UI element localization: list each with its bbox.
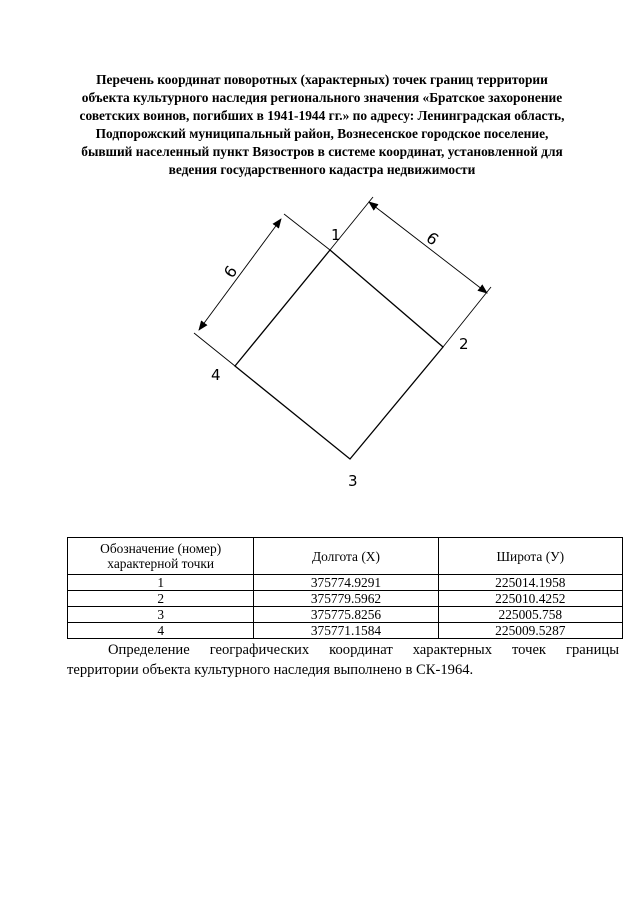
point-label: 3 xyxy=(348,472,358,490)
column-header: Долгота (X) xyxy=(254,538,438,575)
latitude-cell: 225010.4252 xyxy=(438,591,622,607)
point-number-cell: 4 xyxy=(68,623,254,639)
point-number-cell: 1 xyxy=(68,575,254,591)
longitude-cell: 375771.1584 xyxy=(254,623,438,639)
note-word: Определение xyxy=(108,642,190,658)
table-row xyxy=(68,607,623,623)
table-header-row xyxy=(68,538,623,575)
note-word: характерных xyxy=(412,642,493,658)
dimension-label: 6 xyxy=(422,228,443,250)
title-line: Перечень координат поворотных (характерных) точек границ территории xyxy=(96,72,548,87)
dimension-line-top-right xyxy=(369,202,487,293)
table-row xyxy=(68,591,623,607)
note-word: границы xyxy=(566,642,619,658)
point-number-cell: 2 xyxy=(68,591,254,607)
table-row xyxy=(68,575,623,591)
title-line: бывший населенный пункт Вязостров в системе координат, установленной для xyxy=(81,144,563,159)
note-word: точек xyxy=(512,642,547,658)
boundary-square xyxy=(235,250,443,459)
point-number-cell: 3 xyxy=(68,607,254,623)
extension-line xyxy=(284,214,330,250)
title-line: советских воинов, погибших в 1941-1944 гг.» по адресу: Ленинградская область, xyxy=(79,108,565,123)
column-header: Широта (У) xyxy=(438,538,622,575)
point-label: 4 xyxy=(211,366,221,384)
coordinates-table xyxy=(67,537,623,639)
title-line: объекта культурного наследия регионального значения «Братское захоронение xyxy=(81,90,563,105)
point-label: 1 xyxy=(331,226,341,244)
longitude-cell: 375775.8256 xyxy=(254,607,438,623)
latitude-cell: 225005.758 xyxy=(438,607,622,623)
point-label: 2 xyxy=(459,335,469,353)
title-line: Подпорожский муниципальный район, Вознесенское городское поселение, xyxy=(95,126,549,141)
latitude-cell: 225009.5287 xyxy=(438,623,622,639)
table-row xyxy=(68,623,623,639)
latitude-cell: 225014.1958 xyxy=(438,575,622,591)
extension-line xyxy=(194,333,235,366)
note-line xyxy=(67,640,619,660)
longitude-cell: 375774.9291 xyxy=(254,575,438,591)
title-line: ведения государственного кадастра недвижимости xyxy=(168,162,476,177)
longitude-cell: 375779.5962 xyxy=(254,591,438,607)
dimension-label: 6 xyxy=(219,262,242,282)
coordinate-system-note xyxy=(67,640,619,680)
column-header: Обозначение (номер) характерной точки xyxy=(68,538,254,575)
note-line: территории объекта культурного наследия выполнено в СК-1964. xyxy=(67,662,474,678)
note-word: географических xyxy=(209,642,310,658)
note-word: координат xyxy=(329,642,393,658)
